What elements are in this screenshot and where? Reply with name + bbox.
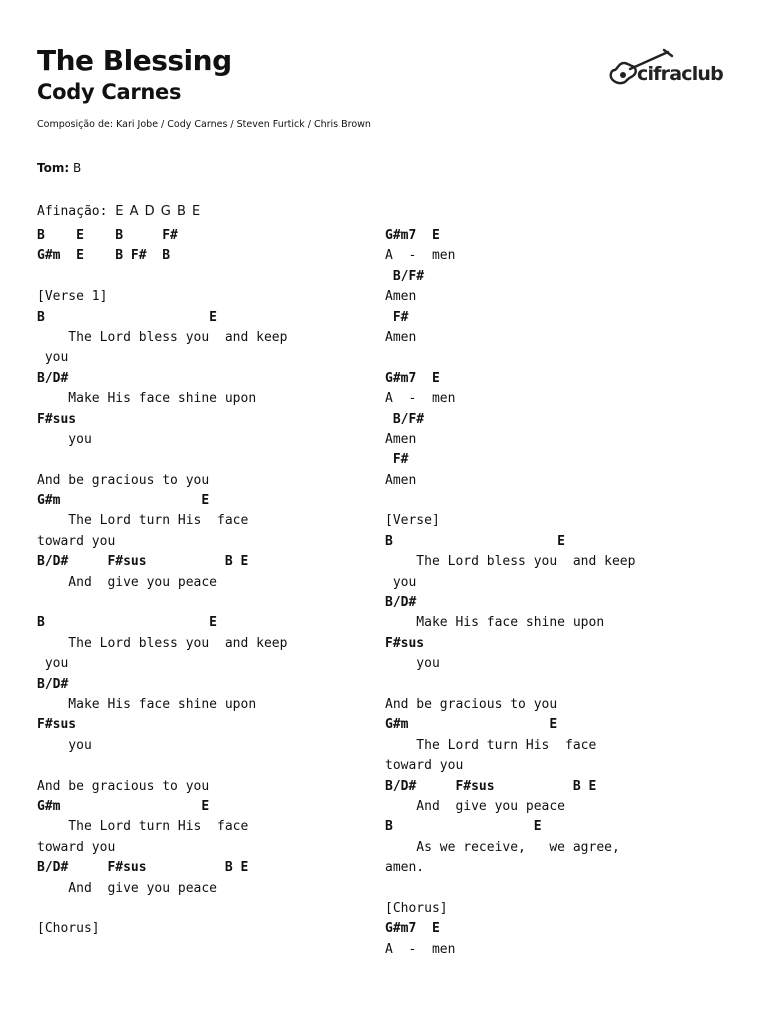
lyric-line: you bbox=[37, 350, 69, 366]
lyric-line: The Lord turn His face bbox=[37, 819, 249, 835]
lyric-line: And be gracious to you bbox=[37, 778, 210, 794]
chord-line: B E bbox=[385, 533, 566, 549]
lyric-line: Make His face shine upon bbox=[37, 696, 257, 712]
lyric-line: toward you bbox=[37, 533, 116, 549]
lyric-line bbox=[37, 756, 287, 776]
song-key bbox=[37, 160, 81, 176]
section-label: [Chorus] bbox=[385, 900, 448, 916]
logo-wordmark: cifraclub bbox=[637, 63, 723, 85]
tuning bbox=[37, 202, 287, 226]
lyric-line bbox=[385, 348, 635, 368]
lyric-line bbox=[385, 879, 635, 899]
lyric-line: toward you bbox=[37, 839, 116, 855]
lyric-line: As we receive, we agree, bbox=[385, 839, 620, 855]
chord-line: G#m7 E bbox=[385, 370, 440, 386]
section-label: [Chorus] bbox=[37, 921, 100, 937]
key-label: Tom: bbox=[37, 161, 70, 175]
chord-line: B E B F# bbox=[37, 228, 178, 243]
lyric-line: The Lord bless you and keep bbox=[385, 554, 636, 570]
lyric-line: A - men bbox=[385, 248, 456, 264]
chord-line: G#m7 E bbox=[385, 228, 440, 243]
chord-line: B/F# bbox=[385, 268, 425, 284]
chord-line: F#sus bbox=[385, 635, 425, 651]
chord-line: B E bbox=[37, 615, 218, 631]
lyric-line bbox=[37, 899, 287, 919]
section-label: [Verse 1] bbox=[37, 289, 108, 305]
chord-line: G#m E bbox=[37, 798, 210, 814]
chord-line: B/F# bbox=[385, 411, 425, 427]
song-title: The Blessing bbox=[37, 44, 232, 77]
chord-line: B/D# bbox=[37, 676, 69, 692]
lyric-line bbox=[37, 450, 287, 470]
chord-line: G#m E B F# B bbox=[37, 248, 171, 264]
lyric-line bbox=[37, 593, 287, 613]
lyric-line: And be gracious to you bbox=[385, 696, 558, 712]
lyric-line: amen. bbox=[385, 860, 425, 876]
lyric-line: The Lord turn His face bbox=[37, 513, 249, 529]
cifraclub-logo bbox=[606, 46, 724, 92]
lyric-line: you bbox=[37, 431, 92, 447]
chord-line: B E bbox=[37, 309, 218, 325]
lyric-line: toward you bbox=[385, 758, 464, 774]
chord-line: F#sus bbox=[37, 717, 77, 733]
lyric-line: And give you peace bbox=[37, 880, 218, 896]
chord-line: B/D# bbox=[385, 595, 417, 611]
section-label: [Verse] bbox=[385, 513, 440, 529]
key-value: B bbox=[72, 161, 82, 175]
lyric-line: Amen bbox=[385, 329, 417, 345]
chord-line: B/D# F#sus B E bbox=[385, 778, 597, 794]
lyric-line: you bbox=[37, 737, 92, 753]
artist-name: Cody Carnes bbox=[37, 80, 182, 104]
lyric-line: Make His face shine upon bbox=[385, 615, 605, 631]
left-column bbox=[37, 202, 287, 940]
tuning-notes: E A D G B E bbox=[115, 204, 202, 219]
lyric-line: A - men bbox=[385, 391, 456, 407]
chord-line: B E bbox=[385, 819, 542, 835]
chord-line: F# bbox=[385, 309, 409, 325]
lyric-line: The Lord bless you and keep bbox=[37, 329, 288, 345]
lyric-line: you bbox=[37, 656, 69, 672]
lyric-line: The Lord turn His face bbox=[385, 737, 597, 753]
guitar-icon bbox=[606, 46, 724, 92]
chord-line: G#m E bbox=[37, 493, 210, 509]
composers-credit: Composição de: Kari Jobe / Cody Carnes / Steven Furtick / Chris Brown bbox=[37, 119, 371, 130]
lyric-line: Make His face shine upon bbox=[37, 391, 257, 407]
lyric-line: The Lord bless you and keep bbox=[37, 635, 288, 651]
lyric-line bbox=[37, 267, 287, 287]
tuning-label: Afinação: bbox=[37, 204, 108, 219]
chord-line: F# bbox=[385, 452, 409, 468]
chord-line: B/D# bbox=[37, 370, 69, 386]
lyric-line bbox=[385, 491, 635, 511]
chord-line: B/D# F#sus B E bbox=[37, 860, 249, 876]
lyric-line: And be gracious to you bbox=[37, 472, 210, 488]
lyric-line: A - men bbox=[385, 941, 456, 957]
lyric-line: And give you peace bbox=[385, 798, 566, 814]
lyric-line: you bbox=[385, 656, 440, 672]
lyric-line: Amen bbox=[385, 289, 417, 305]
chord-line: G#m E bbox=[385, 717, 558, 733]
lyric-line: Amen bbox=[385, 431, 417, 447]
chord-line: G#m7 E bbox=[385, 921, 440, 937]
lyric-line: you bbox=[385, 574, 417, 590]
lyric-line: Amen bbox=[385, 472, 417, 488]
right-column bbox=[385, 226, 635, 960]
chord-line: B/D# F#sus B E bbox=[37, 554, 249, 570]
lyric-line: And give you peace bbox=[37, 574, 218, 590]
lyric-line bbox=[385, 675, 635, 695]
chord-line: F#sus bbox=[37, 411, 77, 427]
